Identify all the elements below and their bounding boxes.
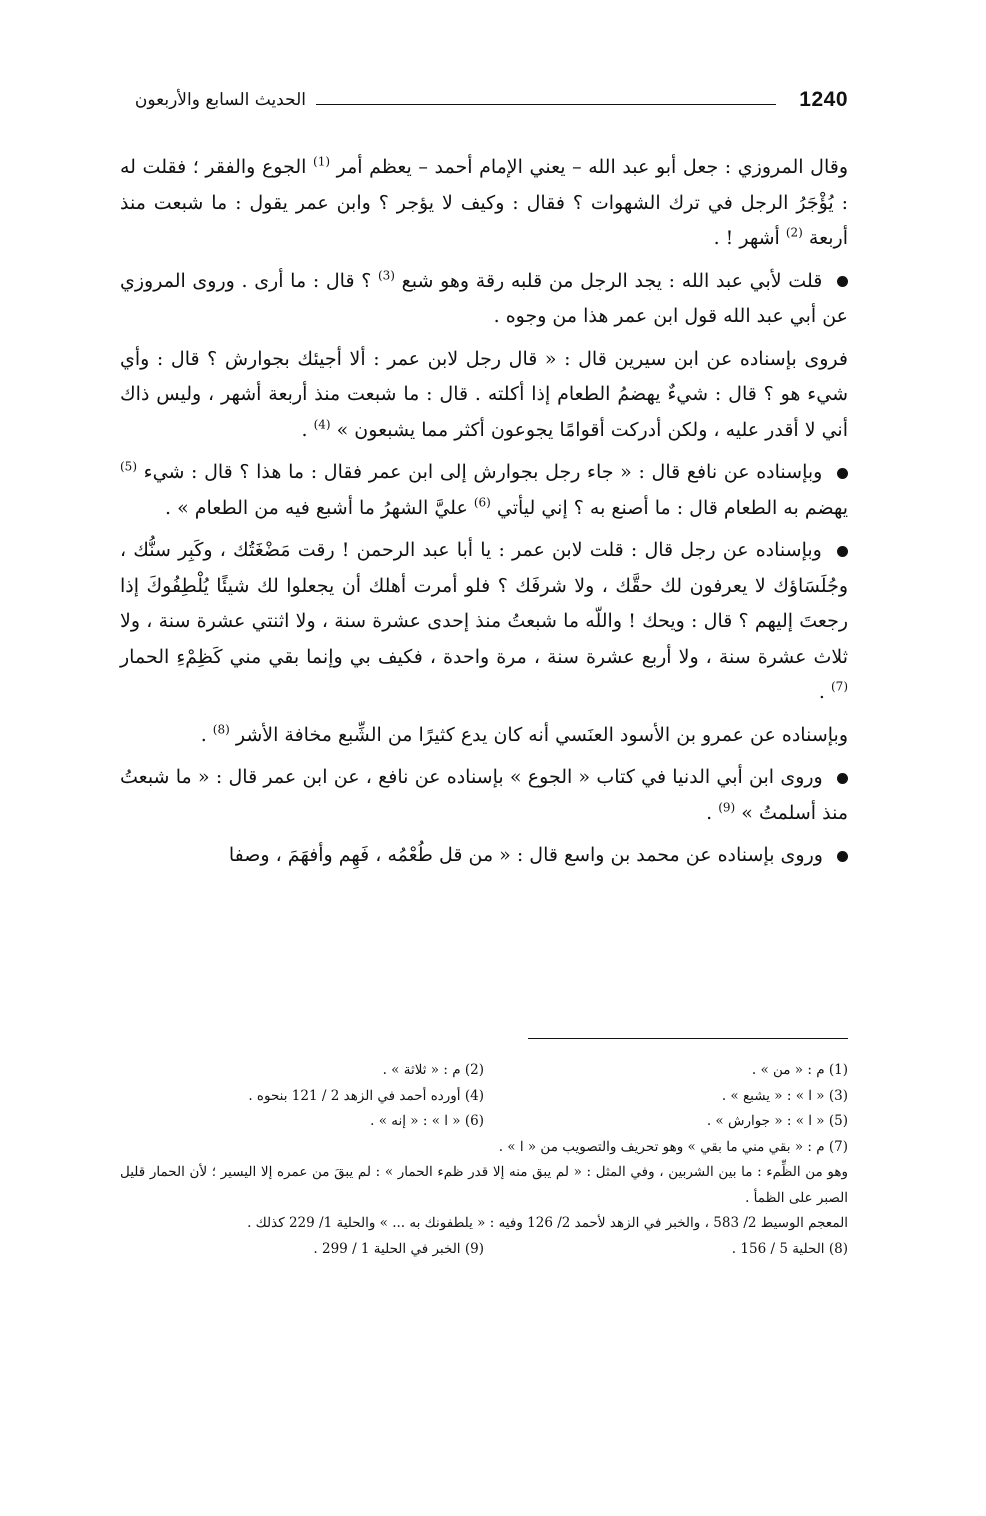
footnote-7-continued: وهو من الظِّمء : ما بين الشربين ، وفي المثل : « لم يبق منه إلا قدر ظمء الحمار » : لم يبقَ من عمره إلا اليسير ؛ لأن الحمار قليل الصبر على الظمأ . <box>120 1164 848 1206</box>
paragraph-1 <box>120 150 848 257</box>
bullet-icon <box>837 546 848 557</box>
footnote-row <box>120 1109 848 1135</box>
footnote-ref: (4) <box>313 417 331 432</box>
footnote-5: (5) « ا » : « جوارش » . <box>706 1113 848 1129</box>
text-segment: عليَّ الشهرُ ما أشبع فيه من الطعام » . <box>165 496 468 519</box>
footnote-ref: (8) <box>212 722 230 737</box>
running-title: الحديث السابع والأربعون <box>134 90 306 110</box>
book-page <box>120 88 848 1418</box>
text-segment: وبإسناده عن نافع قال : « جاء رجل بجوارش إلى ابن عمر فقال : ما هذا ؟ قال : شيء <box>143 461 823 483</box>
header-rule <box>316 104 776 105</box>
footnote-8: (8) الحلية 5 / 156 . <box>731 1240 848 1257</box>
text-segment: . <box>706 801 713 824</box>
footnote-4: (4) أورده أحمد في الزهد 2 / 121 بنحوه . <box>248 1087 484 1104</box>
bullet-icon <box>837 468 848 479</box>
footnote-separator <box>528 1038 848 1039</box>
footnote-ref: (6) <box>473 495 491 510</box>
text-segment: وروى بإسناده عن محمد بن واسع قال : « من قل طُعْمُه ، فَهِم وأفهَمَ ، وصفا <box>228 844 823 866</box>
footnote-ref: (7) <box>831 679 848 694</box>
text-segment: وبإسناده عن رجل قال : قلت لابن عمر : يا أبا عبد الرحمن ! رقت مَضْغَتُك ، وكَبِر سنُّك ، وجُلَسَاؤك لا يعرفون لك حقَّك ، ولا شرفَك ؟ فلو أمرت أهلك أن يجعلوا لك شيئًا يُلْطِفُوكَ إذا رجعتَ إليهم ؟ قال : ويحك ! واللّه ما شبعتُ منذ إحدى عشرة سنة ، ولا اثنتي عشرة سنة ، ولا ثلاث عشرة سنة ، ولا أربع عشرة سنة ، مرة واحدة ، فكيف بي وإنما بقي مني كَظِمْءِ الحمار <box>120 539 848 668</box>
footnote-row <box>120 1084 848 1110</box>
text-segment: فروى بإسناده عن ابن سيرين قال : « قال رجل لابن عمر : ألا أجيئك بجوارش ؟ قال : وأي شيء هو ؟ قال : شيءٌ يهضمُ الطعام إذا أكلته . قال : ما شبعت منذ أربعة أشهر ، وليس ذاك أني لا أقدر عليه ، ولكن أدركت أقوامًا يجوعون أكثر مما يشبعون » <box>120 347 848 441</box>
text-segment: . <box>200 723 207 746</box>
text-segment: قلت لأبي عبد الله : يجد الرجل من قلبه رقة وهو شبع <box>401 269 823 292</box>
bullet-icon <box>837 276 848 287</box>
footnote-9: (9) الخبر في الحلية 1 / 299 . <box>313 1240 484 1257</box>
text-segment: . <box>301 418 308 441</box>
text-segment: يهضم به الطعام قال : ما أصنع به ؟ إني ليأتي <box>496 496 848 519</box>
paragraph-3 <box>120 342 848 449</box>
text-segment: وقال المروزي : جعل أبو عبد الله – يعني الإمام أحمد – يعظم أمر <box>336 156 848 178</box>
footnote-row <box>120 1058 848 1084</box>
text-segment: . <box>818 681 825 703</box>
bullet-icon <box>837 851 848 862</box>
bullet-icon <box>837 773 848 784</box>
footnote-ref: (1) <box>313 154 331 169</box>
main-text <box>120 150 848 881</box>
text-segment: وبإسناده عن عمرو بن الأسود العنَسي أنه كان يدع كثيرًا من الشِّبع مخافة الأشر <box>235 723 848 746</box>
footnote-ref: (5) <box>120 459 137 474</box>
footnote-7-reference: المعجم الوسيط 2/ 583 ، والخبر في الزهد لأحمد 2/ 126 وفيه : « يلطفونك به ... » والحلية 1/ 229 كذلك . <box>247 1215 848 1231</box>
page-header <box>120 88 848 128</box>
footnotes <box>120 1058 848 1262</box>
footnote-ref: (3) <box>377 268 395 283</box>
footnote-2: (2) م : « ثلاثة » . <box>382 1062 484 1078</box>
footnote-3: (3) « ا » : « يشبع » . <box>721 1087 848 1104</box>
footnote-7: (7) م : « بقي مني ما بقي » وهو تحريف والتصويب من « ا » . <box>498 1138 848 1155</box>
text-segment: أشهر ! . <box>713 227 780 249</box>
text-segment: ؟ قال : ما أرى . وروى المروزي عن أبي عبد الله قول ابن عمر هذا من وجوه . <box>120 269 848 327</box>
footnote-ref: (2) <box>785 225 803 240</box>
footnote-1: (1) م : « من » . <box>751 1062 848 1078</box>
page-number: 1240 <box>799 88 848 111</box>
paragraph-4 <box>120 455 848 526</box>
paragraph-6 <box>120 718 848 754</box>
paragraph-2 <box>120 264 848 335</box>
footnote-ref: (9) <box>718 800 736 815</box>
text-segment: وروى ابن أبي الدنيا في كتاب « الجوع » بإسناده عن نافع ، عن ابن عمر قال : « ما شبعتُ منذ أسلمتُ » <box>120 766 848 824</box>
text-segment: الجوع والفقر ؛ فقلت له : يُؤْجَرُ الرجل في ترك الشهوات ؟ فقال : وكيف لا يؤجر ؟ وابن عمر يقول : ما شبعت منذ أربعة <box>120 156 848 249</box>
footnote-6: (6) « ا » : « إنه » . <box>370 1113 484 1129</box>
paragraph-5 <box>120 533 848 711</box>
footnote-row <box>120 1237 848 1263</box>
paragraph-8 <box>120 838 848 874</box>
paragraph-7 <box>120 760 848 831</box>
